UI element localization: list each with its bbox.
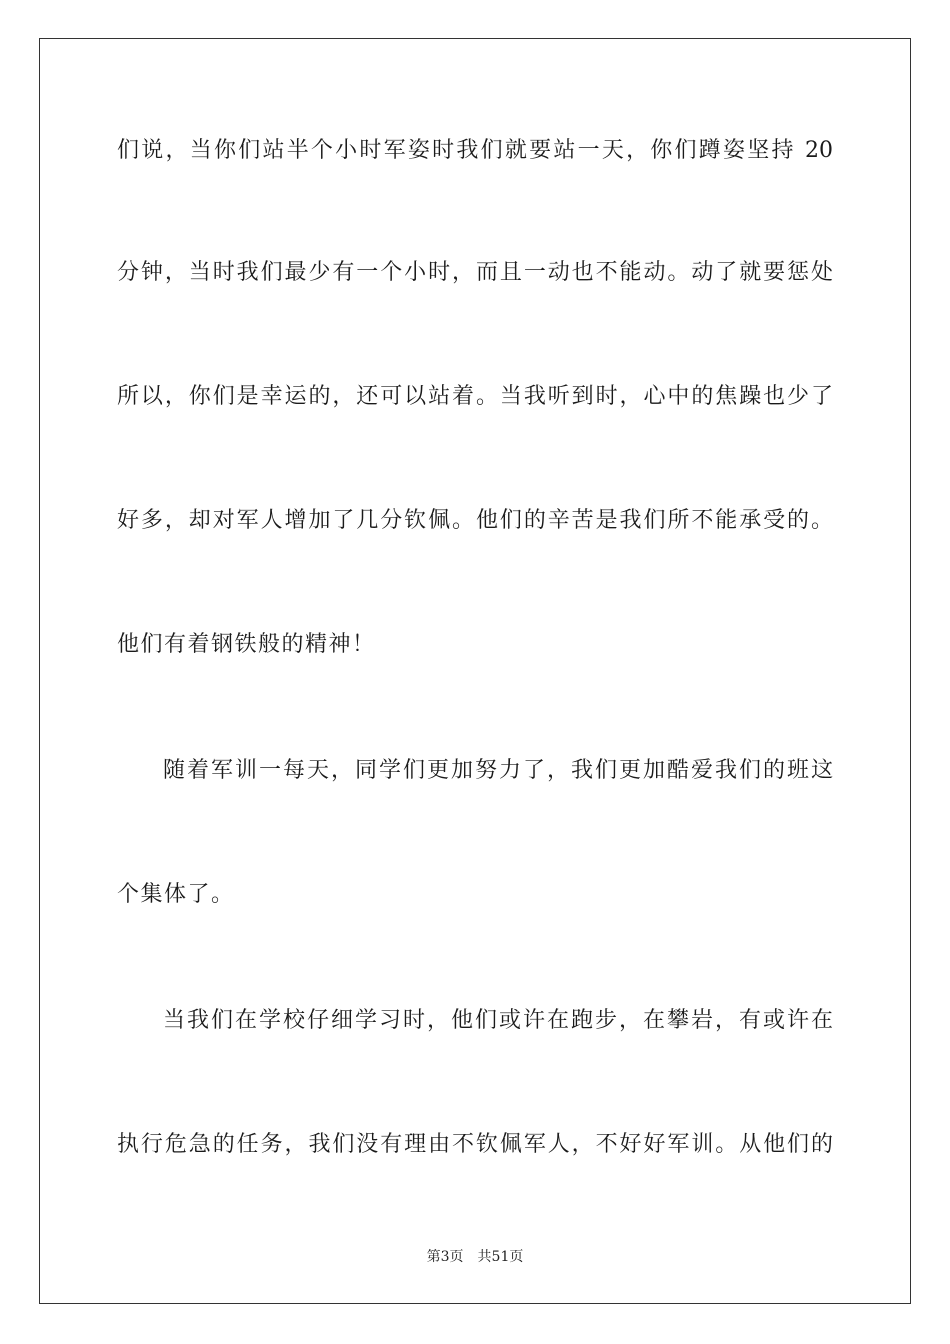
body-line-8: 当我们在学校仔细学习时，他们或许在跑步，在攀岩，有或许在 <box>163 1008 833 1033</box>
body-line-2: 分钟，当时我们最少有一个小时，而且一动也不能动。动了就要惩处 <box>117 260 833 285</box>
body-line-1: 们说，当你们站半个小时军姿时我们就要站一天，你们蹲姿坚持 20 <box>117 138 833 163</box>
body-line-6: 随着军训一每天，同学们更加努力了，我们更加酷爱我们的班这 <box>163 758 833 783</box>
body-line-7: 个集体了。 <box>117 882 235 907</box>
page-footer <box>0 1247 950 1267</box>
body-line-3: 所以，你们是幸运的，还可以站着。当我听到时，心中的焦躁也少了 <box>117 384 833 409</box>
body-line-5: 他们有着钢铁般的精神！ <box>117 632 376 657</box>
body-line-4: 好多，却对军人增加了几分钦佩。他们的辛苦是我们所不能承受的。 <box>117 508 833 533</box>
page-number-total: 共51页 <box>477 1249 524 1265</box>
body-line-9: 执行危急的任务，我们没有理由不钦佩军人，不好好军训。从他们的 <box>117 1132 833 1157</box>
page-frame <box>39 38 911 1304</box>
page-number-current: 第3页 <box>426 1249 464 1265</box>
